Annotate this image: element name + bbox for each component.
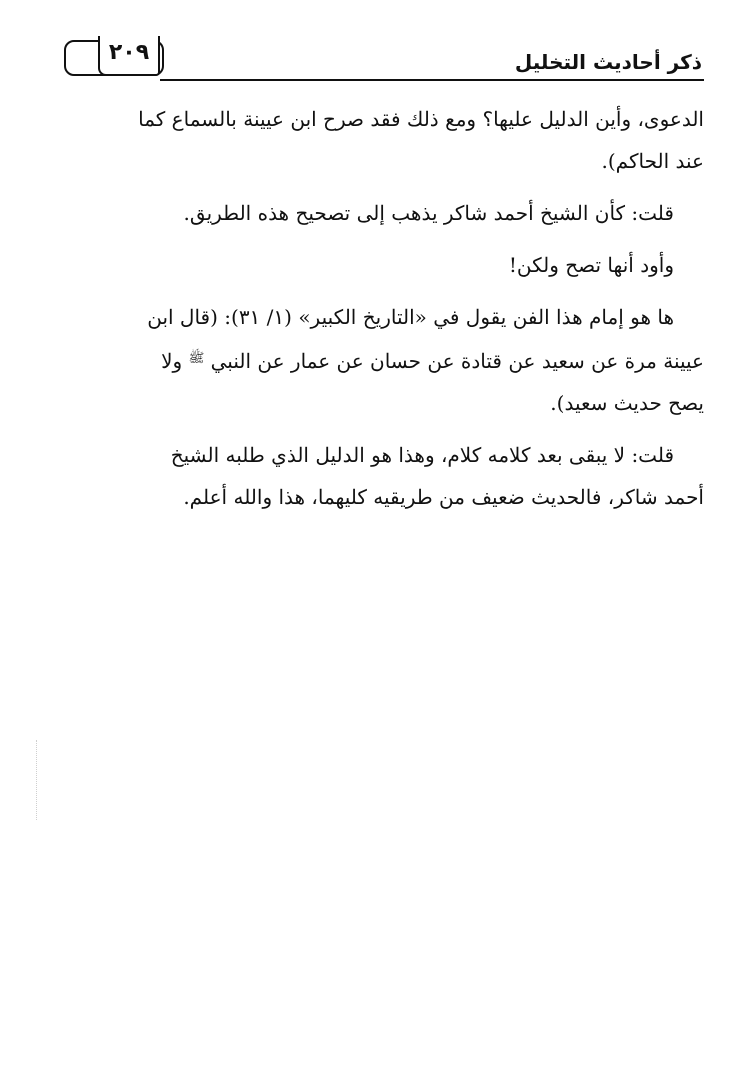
header-rule (160, 79, 704, 81)
paragraph-1 (74, 98, 704, 182)
chapter-title: ذكر أحاديث التخليل (514, 50, 702, 74)
paragraph-4 (74, 296, 704, 424)
paragraph-5-line-1: قلت: لا يبقى بعد كلامه كلام، وهذا هو الدليل الذي طلبه الشيخ (170, 443, 674, 467)
paragraph-4-line-1: ها هو إمام هذا الفن يقول في «التاريخ الكبير» (١/ ٣١): (قال ابن (147, 305, 674, 329)
page-number: ٢٠٩ (98, 36, 160, 76)
scan-artifact (36, 740, 39, 820)
paragraph-4-line-2-end: ولا (161, 349, 183, 373)
paragraph-3 (74, 244, 704, 286)
paragraph-4-line-3: يصح حديث سعيد). (550, 391, 704, 415)
paragraph-1-line-1: الدعوى، وأين الدليل عليها؟ ومع ذلك فقد صرح ابن عيينة بالسماع كما (138, 107, 704, 131)
salla-symbol: ﷺ (188, 351, 205, 366)
paragraph-1-line-2: عند الحاكم). (601, 149, 704, 173)
paragraph-5-line-2: أحمد شاكر، فالحديث ضعيف من طريقيه كليهما، هذا والله أعلم. (183, 485, 704, 509)
paragraph-2 (74, 192, 704, 234)
page-body (74, 98, 704, 518)
running-header (64, 38, 704, 82)
paragraph-3-text: وأود أنها تصح ولكن! (508, 253, 674, 277)
paragraph-4-line-2: عيينة مرة عن سعيد عن قتادة عن حسان عن عمار عن النبي (210, 349, 704, 373)
paragraph-2-text: قلت: كأن الشيخ أحمد شاكر يذهب إلى تصحيح هذه الطريق. (183, 201, 674, 225)
paragraph-5 (74, 434, 704, 518)
